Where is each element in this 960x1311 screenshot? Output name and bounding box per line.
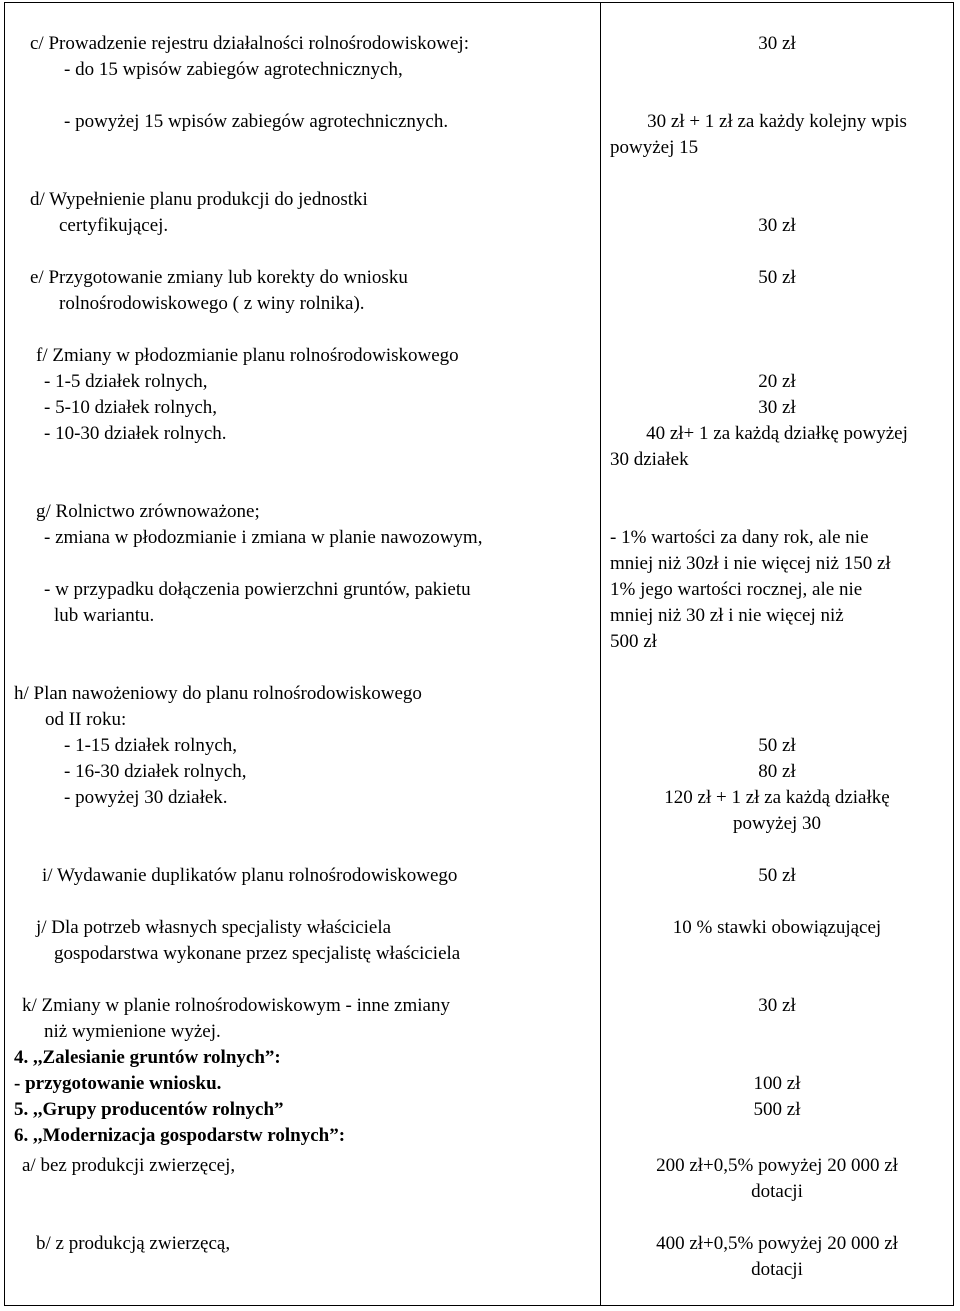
item-h-continuation: od II roku: <box>45 709 127 730</box>
fee-f-1: 20 zł <box>758 371 796 392</box>
fee-f-2: 30 zł <box>758 397 796 418</box>
fee-section-5: 500 zł <box>753 1099 801 1120</box>
item-h-option-1: - 1-15 działek rolnych, <box>64 735 238 756</box>
fee-g-2-continuation: mniej niż 30 zł i nie więcej niż <box>610 605 844 626</box>
item-g-option-2-continuation: lub wariantu. <box>54 605 155 626</box>
fee-c-2: 30 zł + 1 zł za każdy kolejny wpis <box>647 111 907 132</box>
fee-section-4: 100 zł <box>753 1073 801 1094</box>
item-g-title: g/ Rolnictwo zrównoważone; <box>36 501 260 522</box>
item-c-title: c/ Prowadzenie rejestru działalności rolnośrodowiskowej: <box>30 33 469 54</box>
item-f-title: f/ Zmiany w płodozmianie planu rolnośrodowiskowego <box>36 345 459 366</box>
item-k-continuation: niż wymienione wyżej. <box>44 1021 221 1042</box>
item-c-option-1: - do 15 wpisów zabiegów agrotechnicznych, <box>64 59 403 80</box>
item-d-continuation: certyfikującej. <box>59 215 169 236</box>
item-h-title: h/ Plan nawożeniowy do planu rolnośrodowiskowego <box>14 683 422 704</box>
item-j-title: j/ Dla potrzeb własnych specjalisty właściciela <box>36 917 392 938</box>
fee-c-1: 30 zł <box>758 33 796 54</box>
item-c-option-2: - powyżej 15 wpisów zabiegów agrotechnicznych. <box>64 111 449 132</box>
fee-k: 30 zł <box>758 995 796 1016</box>
item-f-option-1: - 1-5 działek rolnych, <box>44 371 208 392</box>
item-k-title: k/ Zmiany w planie rolnośrodowiskowym - inne zmiany <box>22 995 450 1016</box>
fee-i: 50 zł <box>758 865 796 886</box>
fee-section-6-a: 200 zł+0,5% powyżej 20 000 zł <box>656 1155 898 1176</box>
section-6-title: 6. ,,Modernizacja gospodarstw rolnych”: <box>14 1125 346 1146</box>
item-h-option-2: - 16-30 działek rolnych, <box>64 761 247 782</box>
item-j-continuation: gospodarstwa wykonane przez specjalistę właściciela <box>54 943 461 964</box>
fee-d: 30 zł <box>758 215 796 236</box>
section-4-title: 4. ,,Zalesianie gruntów rolnych”: <box>14 1047 281 1068</box>
item-e-title: e/ Przygotowanie zmiany lub korekty do wniosku <box>30 267 408 288</box>
fee-h-3: 120 zł + 1 zł za każdą działkę <box>664 787 890 808</box>
fee-f-3: 40 zł+ 1 za każdą działkę powyżej <box>646 423 908 444</box>
fee-g-2-amount: 500 zł <box>610 631 657 652</box>
fee-f-3-continuation: 30 działek <box>610 449 689 470</box>
fee-h-2: 80 zł <box>758 761 796 782</box>
section-5-title: 5. ,,Grupy producentów rolnych” <box>14 1099 284 1120</box>
item-i-title: i/ Wydawanie duplikatów planu rolnośrodowiskowego <box>42 865 458 886</box>
fee-h-3-continuation: powyżej 30 <box>732 813 822 834</box>
fee-e: 50 zł <box>758 267 796 288</box>
fee-g-1: - 1% wartości za dany rok, ale nie <box>610 527 869 548</box>
fee-c-2-continuation: powyżej 15 <box>610 137 699 158</box>
item-g-option-1: - zmiana w płodozmianie i zmiana w planie nawozowym, <box>44 527 483 548</box>
fee-g-1-continuation: mniej niż 30zł i nie więcej niż 150 zł <box>610 553 891 574</box>
fee-g-2: 1% jego wartości rocznej, ale nie <box>610 579 863 600</box>
fee-j: 10 % stawki obowiązującej <box>672 917 882 938</box>
item-h-option-3: - powyżej 30 działek. <box>64 787 228 808</box>
section-4-item: - przygotowanie wniosku. <box>14 1073 222 1094</box>
item-e-continuation: rolnośrodowiskowego ( z winy rolnika). <box>59 293 365 314</box>
item-d-title: d/ Wypełnienie planu produkcji do jednostki <box>30 189 368 210</box>
item-f-option-2: - 5-10 działek rolnych, <box>44 397 218 418</box>
fee-section-6-a-continuation: dotacji <box>751 1181 803 1202</box>
item-f-option-3: - 10-30 działek rolnych. <box>44 423 227 444</box>
section-6-item-a: a/ bez produkcji zwierzęcej, <box>22 1155 236 1176</box>
fee-section-6-b-continuation: dotacji <box>751 1259 803 1280</box>
section-6-item-b: b/ z produkcją zwierzęcą, <box>36 1233 231 1254</box>
fee-section-6-b: 400 zł+0,5% powyżej 20 000 zł <box>656 1233 898 1254</box>
fee-h-1: 50 zł <box>758 735 796 756</box>
item-g-option-2: - w przypadku dołączenia powierzchni gruntów, pakietu <box>44 579 471 600</box>
